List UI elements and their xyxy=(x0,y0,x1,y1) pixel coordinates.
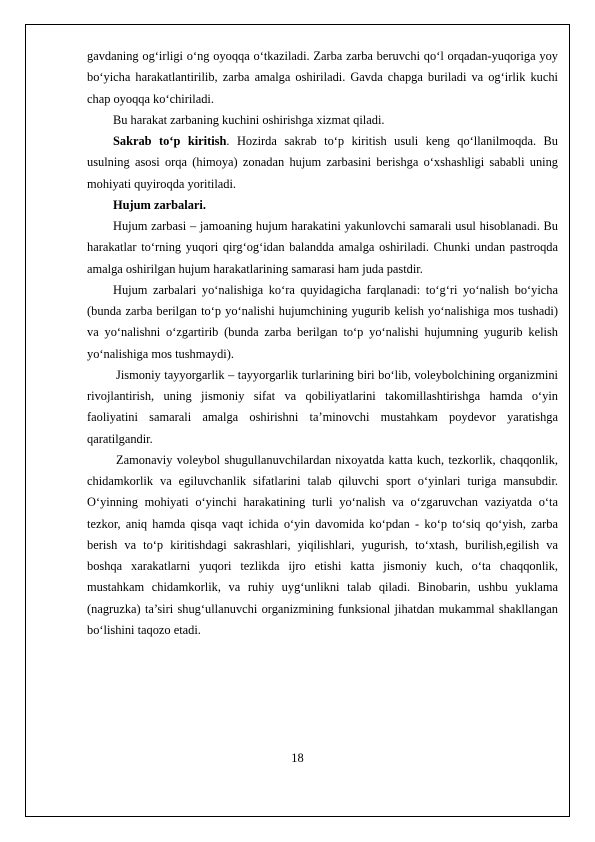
jump-serve-description: . Hozirda sakrab to‘p kiritish usuli keng qo‘llanilmoqda. Bu usulning asosi orqa (himoya) zonadan hujum zarbasini berishga o‘xshashligi sababli uning mohiyati quyiroqda yoritiladi. xyxy=(87,134,559,191)
jump-serve-term: Sakrab to‘p kiritish xyxy=(113,134,227,148)
page-number: 18 xyxy=(291,751,304,765)
paragraph-attack-hit-definition: Hujum zarbasi – jamoaning hujum harakatini yakunlovchi samarali usul hisoblanadi. Bu harakatlar to‘rning yuqori qirg‘og‘idan balandda amalga oshiriladi. Chunki undan pastroqda amalga oshirilgan hujum harakatlarining samarasi ham juda pastdir. xyxy=(87,219,558,276)
paragraph-physical-preparation: Jismoniy tayyorgarlik – tayyorgarlik turlarining biri bo‘lib, voleybolchining organizmini rivojlantirish, uning jismoniy sifat va qobiliyatlarini takomillashtirishga hamda o‘yin faoliyatini samarali amalga oshirishni ta’minovchi mustahkam poydevor yaratishga qaratilgandir. xyxy=(87,367,558,446)
paragraph-serve-power: Bu harakat zarbaning kuchini oshirishga xizmat qiladi. xyxy=(113,112,385,127)
paragraph-jump-serve xyxy=(87,131,558,195)
section-heading-attack-hits: Hujum zarbalari. xyxy=(113,197,206,212)
paragraph-serve-mechanics: gavdaning og‘irligi o‘ng oyoqqa o‘tkaziladi. Zarba zarba beruvchi qo‘l orqadan-yuqoriga yoy bo‘yicha harakatlantirilib, zarba amalga oshiriladi. Gavda chapga buriladi va og‘irlik kuchi chap oyoqqa ko‘chiriladi. xyxy=(87,49,558,106)
paragraph-modern-volleyball: Zamonaviy voleybol shugullanuvchilardan nixoyatda katta kuch, tezkorlik, chaqqonlik, chidamkorlik va egiluvchanlik sifatlarini talab qiluvchi sport o‘yinlari turiga mansubdir. O‘yinning mohiyati o‘yinchi harakatining turli yo‘nalish va o‘zgaruvchan vaziyatda o‘ta tezkor, aniq hamda qisqa vaqt ichida o‘yin davomida ko‘pdan - ko‘p to‘siq qo‘yish, zarba berish va to‘p kiritishdagi sakrashlari, yiqilishlari, yugurish, to‘xtash, burilish,egilish va boshqa xarakatlarni yuqori tezlikda ijro etishi katta jismoniy kuch, o‘ta chaqqonlik, mustahkam chidamkorlik, va ruhiy uyg‘unlikni talab qiladi. Binobarin, ushbu yuklama (nagruzka) ta’siri shug‘ullanuvchi organizmining funksional jihatdan mukammal shakllangan bo‘lishini taqozo etadi. xyxy=(87,452,558,637)
document-body xyxy=(87,46,558,641)
paragraph-attack-hit-directions: Hujum zarbalari yo‘nalishiga ko‘ra quyidagicha farqlanadi: to‘g‘ri yo‘nalish bo‘yicha (bunda zarba berilgan to‘p yo‘nalishi hujumchining yugurib kelish yo‘nalishiga mos tushadi) va yo‘nalishni o‘zgartirib (bunda zarba berilgan to‘p yo‘nalishi hujumning yugurib kelish yo‘nalishiga mos tushmaydi). xyxy=(87,282,558,361)
